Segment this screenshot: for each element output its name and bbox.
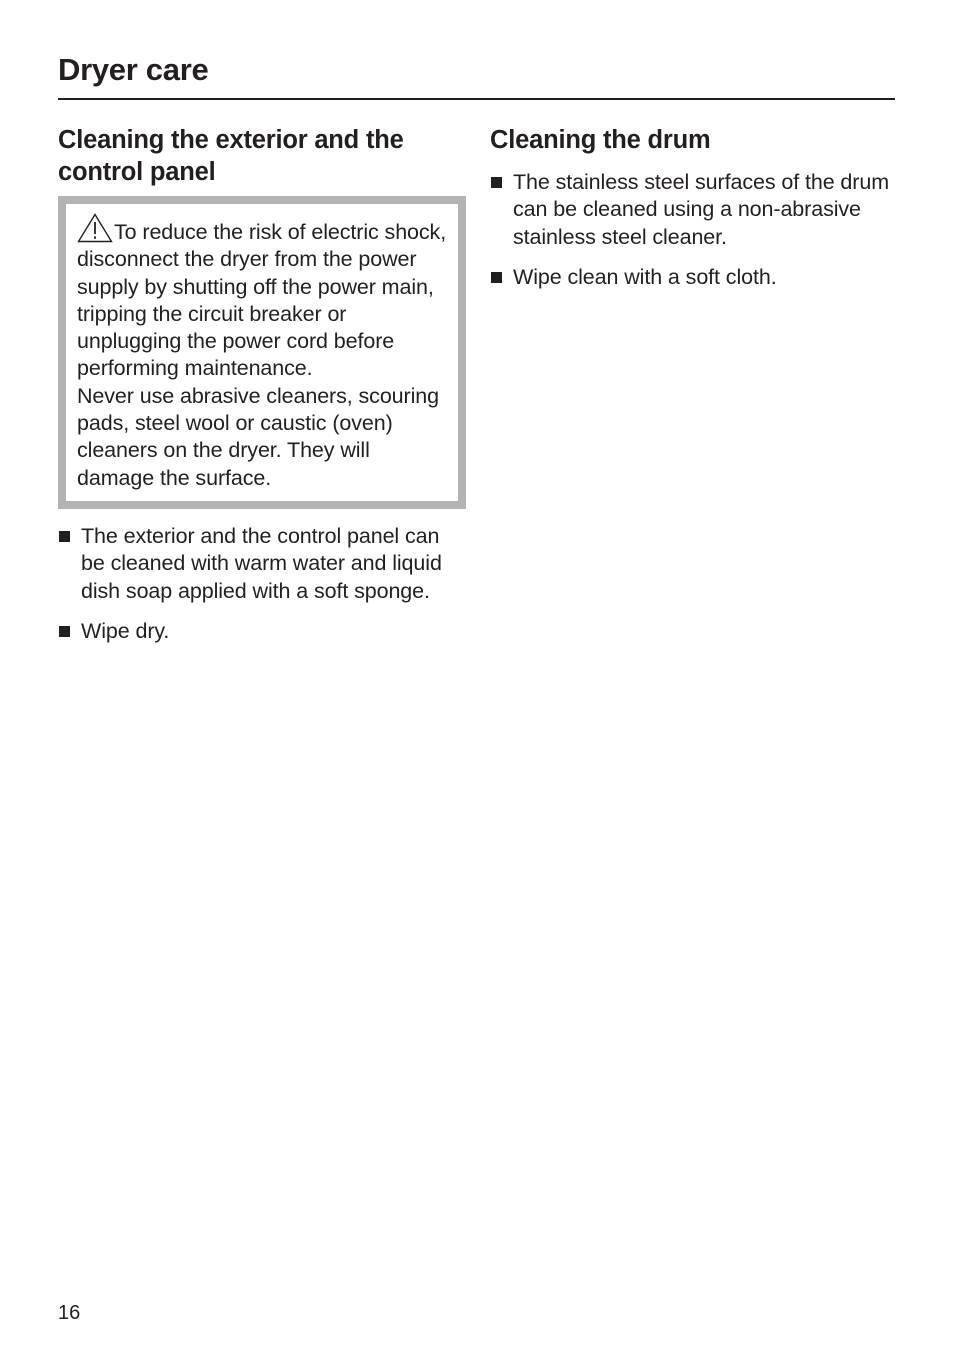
list-item bbox=[490, 169, 900, 251]
left-column bbox=[58, 124, 466, 658]
list-item bbox=[58, 523, 466, 605]
warning-triangle-icon bbox=[77, 213, 113, 243]
title-divider bbox=[58, 98, 895, 100]
page-title: Dryer care bbox=[58, 52, 209, 87]
exterior-bullet-list bbox=[58, 523, 466, 645]
list-item-text: Wipe dry. bbox=[81, 618, 170, 643]
warning-paragraph-2: Never use abrasive cleaners, scouring pads, steel wool or caustic (oven) cleaners on the dryer. They will damage the surface. bbox=[77, 383, 439, 490]
warning-paragraph-1 bbox=[77, 213, 452, 383]
bullet-square-icon bbox=[491, 272, 502, 283]
list-item-text: The stainless steel surfaces of the drum can be cleaned using a non-abrasive stainless steel cleaner. bbox=[513, 170, 890, 249]
page-number: 16 bbox=[58, 1302, 81, 1324]
section-heading-exterior: Cleaning the exterior and the control panel bbox=[58, 126, 404, 186]
bullet-square-icon bbox=[59, 626, 70, 637]
list-item-text: The exterior and the control panel can be cleaned with warm water and liquid dish soap applied with a soft sponge. bbox=[81, 523, 442, 603]
bullet-square-icon bbox=[491, 177, 502, 188]
right-column bbox=[490, 124, 900, 304]
list-item bbox=[58, 618, 466, 645]
bullet-square-icon bbox=[59, 531, 70, 542]
list-item-text: Wipe clean with a soft cloth. bbox=[513, 264, 777, 289]
warning-text-1: To reduce the risk of electric shock, disconnect the dryer from the power supply by shutting off the power main, tripping the circuit breaker or unplugging the power cord before performing maintenance. bbox=[77, 220, 447, 381]
drum-bullet-list bbox=[490, 169, 900, 291]
list-item bbox=[490, 264, 900, 291]
warning-box bbox=[58, 196, 466, 509]
section-heading-drum: Cleaning the drum bbox=[490, 126, 711, 154]
